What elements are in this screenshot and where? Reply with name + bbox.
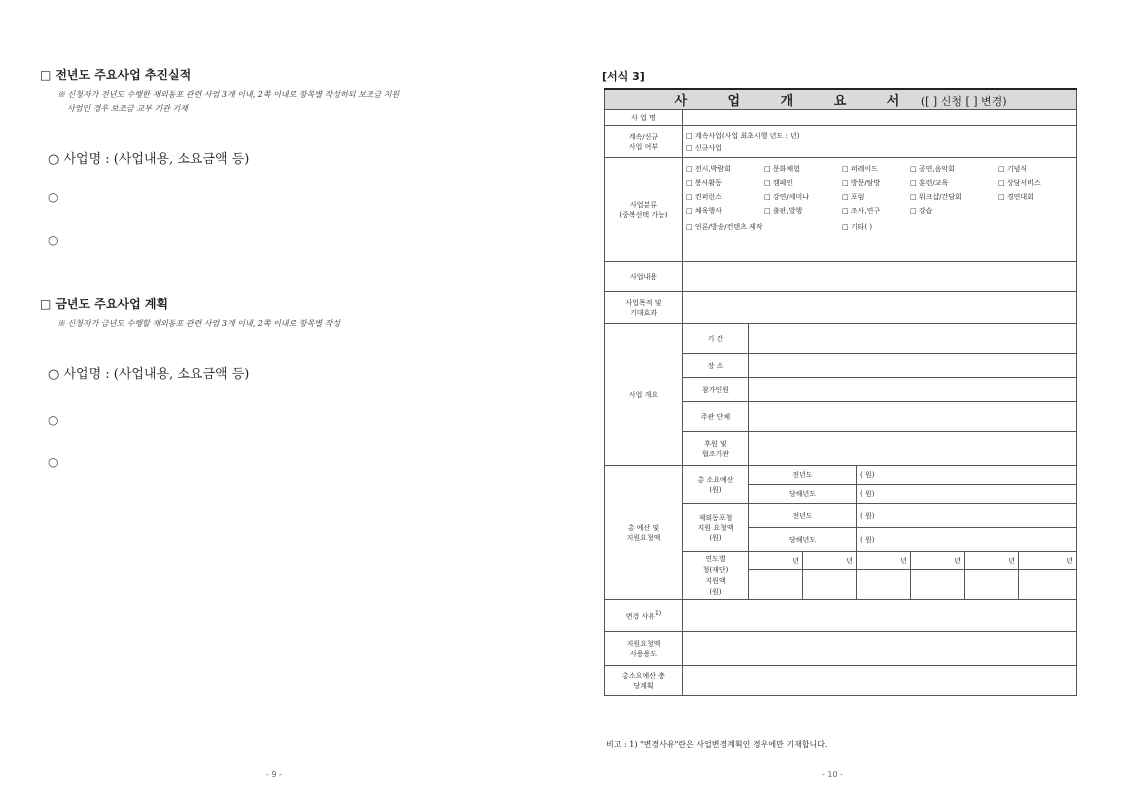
field-period[interactable] xyxy=(749,324,1077,354)
field-total-plan[interactable] xyxy=(683,666,1077,696)
label-host: 주관 단체 xyxy=(683,402,749,432)
yearly-amount-field[interactable] xyxy=(965,570,1019,600)
section-title-prev-year xyxy=(40,66,191,83)
category-options[interactable] xyxy=(686,162,1073,218)
year-cell: 년 xyxy=(1019,552,1077,570)
project-overview-form xyxy=(604,88,1077,696)
yearly-amount-field[interactable] xyxy=(911,570,965,600)
section-note: 사업인 경우 보조금 교부 기관 기재 xyxy=(67,104,188,113)
field-project-name[interactable] xyxy=(683,110,1077,126)
field-purpose[interactable] xyxy=(683,292,1077,324)
field-total-this[interactable]: ( 원) xyxy=(857,485,1077,504)
field-content[interactable] xyxy=(683,262,1077,292)
list-item: ○ xyxy=(48,233,59,247)
field-sponsor[interactable] xyxy=(749,432,1077,466)
field-place[interactable] xyxy=(749,354,1077,378)
section-title-text: 전년도 주요사업 추진실적 xyxy=(55,68,192,82)
label-project-name: 사 업 명 xyxy=(605,110,683,126)
yearly-amount-field[interactable] xyxy=(857,570,911,600)
label-sponsor: 후원 및 협조기관 xyxy=(683,432,749,466)
field-host[interactable] xyxy=(749,402,1077,432)
field-usage[interactable] xyxy=(683,632,1077,666)
label-usage: 지원요청액 사용용도 xyxy=(605,632,683,666)
category-option[interactable]: □ 경연대회 xyxy=(998,193,1034,201)
label-continuing: 계속/신규 사업 여부 xyxy=(605,126,683,158)
field-continuing[interactable] xyxy=(683,126,1077,158)
option-new[interactable]: □ 신규사업 xyxy=(686,143,722,152)
category-option[interactable]: □ 출판,발행 xyxy=(764,207,803,215)
list-item: ○ 사업명 : (사업내용, 소요금액 등) xyxy=(48,367,250,382)
form-remark: 비고 : 1) "변경사유"란은 사업변경계획인 경우에만 기재합니다. xyxy=(606,740,828,749)
section-note: ※ 신청자가 금년도 수행할 재외동포 관련 사업 3개 이내, 2쪽 이내로 항목별 작성 xyxy=(57,319,341,328)
year-cell: 년 xyxy=(965,552,1019,570)
category-option[interactable]: □ 언론/방송/컨텐츠 제작 xyxy=(686,223,763,231)
section-title-this-year xyxy=(40,295,168,312)
list-item: ○ xyxy=(48,190,59,204)
category-option[interactable]: □ 공연,음악회 xyxy=(910,165,955,173)
section-note: ※ 신청자가 전년도 수행한 재외동포 관련 사업 3개 이내, 2쪽 이내로 항목별 작성하되 보조금 지원 xyxy=(57,90,400,99)
label-change-reason: 변경 사유$^{1)}$ xyxy=(605,600,683,632)
label-period: 기 간 xyxy=(683,324,749,354)
label-budget: 총 예산 및 지원요청액 xyxy=(605,466,683,600)
category-option[interactable]: □ 방문/탐방 xyxy=(842,179,881,187)
label-participants: 참가인원 xyxy=(683,378,749,402)
category-option[interactable]: □ 워크샵/간담회 xyxy=(910,193,962,201)
form-title-main: 사 업 개 요 서 xyxy=(674,94,918,109)
yearly-amount-field[interactable] xyxy=(1019,570,1077,600)
form-title xyxy=(605,89,1077,110)
category-option-other[interactable]: □ 기타( ) xyxy=(842,223,873,231)
label-prev-year: 전년도 xyxy=(749,466,857,485)
list-item: ○ xyxy=(48,455,59,469)
category-option xyxy=(998,206,1068,216)
category-option[interactable]: □ 봉사활동 xyxy=(686,179,722,187)
category-option[interactable]: □ 체육행사 xyxy=(686,207,722,215)
label-prev-year: 전년도 xyxy=(749,504,857,528)
label-total-plan: 총소요예산 충 당계획 xyxy=(605,666,683,696)
checkbox-icon: □ xyxy=(40,68,52,82)
year-cell: 년 xyxy=(911,552,965,570)
category-option[interactable]: □ 포럼 xyxy=(842,193,865,201)
field-total-prev[interactable]: ( 원) xyxy=(857,466,1077,485)
category-option[interactable]: □ 훈련/교육 xyxy=(910,179,949,187)
category-option[interactable]: □ 캠페인 xyxy=(764,179,794,187)
list-item: ○ 사업명 : (사업내용, 소요금액 등) xyxy=(48,152,250,167)
category-option[interactable]: □ 문화체험 xyxy=(764,165,800,173)
yearly-amount-field[interactable] xyxy=(749,570,803,600)
section-title-text: 금년도 주요사업 계획 xyxy=(55,297,169,311)
category-option[interactable]: □ 강연/세미나 xyxy=(764,193,810,201)
year-cell: 년 xyxy=(803,552,857,570)
year-cell: 년 xyxy=(749,552,803,570)
category-option[interactable]: □ 강습 xyxy=(910,207,933,215)
category-option[interactable]: □ 기념식 xyxy=(998,165,1028,173)
label-this-year: 당해년도 xyxy=(749,485,857,504)
label-content: 사업내용 xyxy=(605,262,683,292)
page-number: - 9 - xyxy=(266,770,282,779)
page-number: - 10 - xyxy=(822,770,844,779)
label-this-year: 당해년도 xyxy=(749,528,857,552)
checkbox-icon: □ xyxy=(40,297,52,311)
field-agency-this[interactable]: ( 원) xyxy=(857,528,1077,552)
label-purpose: 사업목적 및 기대효과 xyxy=(605,292,683,324)
label-total-budget: 총 소요예산 (원) xyxy=(683,466,749,504)
label-overview: 사업 개요 xyxy=(605,324,683,466)
option-continuing[interactable]: □ 계속사업(사업 최초시행 년도 : 년) xyxy=(686,131,800,140)
label-category: 사업분류 (중복선택 가능) xyxy=(605,158,683,262)
category-option[interactable]: □ 전시,박람회 xyxy=(686,165,731,173)
year-cell: 년 xyxy=(857,552,911,570)
field-category[interactable] xyxy=(683,158,1077,262)
yearly-amount-field[interactable] xyxy=(803,570,857,600)
category-option[interactable]: □ 상담서비스 xyxy=(998,179,1041,187)
form-label: [서식 3] xyxy=(602,70,645,83)
list-item: ○ xyxy=(48,413,59,427)
field-change-reason[interactable] xyxy=(683,600,1077,632)
form-title-options: ([ ] 신청 [ ] 변경) xyxy=(917,95,1007,108)
label-place: 장 소 xyxy=(683,354,749,378)
label-yearly: 연도별 청(재단) 지원액 (원) xyxy=(683,552,749,600)
label-agency-request: 재외동포청 지원 요청액 (원) xyxy=(683,504,749,552)
category-option[interactable]: □ 조사,연구 xyxy=(842,207,881,215)
field-participants[interactable] xyxy=(749,378,1077,402)
category-option[interactable]: □ 퍼레이드 xyxy=(842,165,878,173)
category-option[interactable]: □ 컨퍼런스 xyxy=(686,193,722,201)
field-agency-prev[interactable]: ( 원) xyxy=(857,504,1077,528)
